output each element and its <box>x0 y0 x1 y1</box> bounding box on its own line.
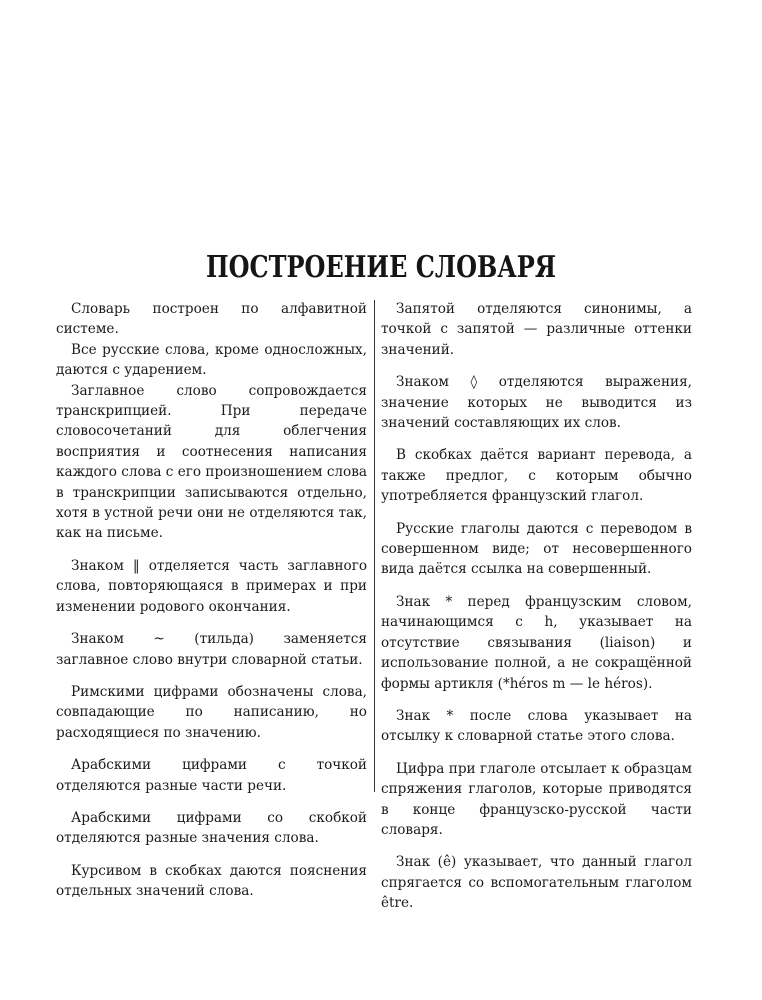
paragraph-arabic-numerals-bracket: Арабскими цифрами со скобкой отделяются разные значения слова. <box>56 809 367 847</box>
paragraph-alphabetical-system: Словарь построен по алфавитной системе. <box>56 301 367 338</box>
paragraph-italics: Курсивом в скобках даются пояснения отдельных значений слова. <box>56 862 367 900</box>
paragraph-stress: Все русские слова, кроме односложных, даются с ударением. <box>56 341 367 379</box>
paragraph-brackets: В скобках даётся вариант перевода, а также предлог, с которым обычно употребляется французский глагол. <box>381 447 692 505</box>
paragraph-aspirated-h-sign: Знак * перед французским словом, начинающимся с h, указывает на отсутствие связывания (liaison) и использование полной, а не сокращённой формы артикля (*héros m — le héros). <box>381 593 692 692</box>
paragraph-roman-numerals: Римскими цифрами обозначены слова, совпадающие по написанию, но расходящиеся по значению. <box>56 683 367 741</box>
paragraph-etre-sign: Знак (ê) указывает, что данный глагол спрягается со вспомогательным глаголом être. <box>381 854 692 912</box>
paragraph-tilde-sign: Знаком ~ (тильда) заменяется заглавное слово внутри словарной статьи. <box>56 631 367 668</box>
page-title: ПОСТРОЕНИЕ СЛОВАРЯ <box>205 250 557 285</box>
paragraph-conjugation-number: Цифра при глаголе отсылает к образцам спряжения глаголов, которые приводятся в конце французско-русской части словаря. <box>381 760 692 838</box>
left-column <box>56 299 367 902</box>
right-column <box>381 299 692 914</box>
paragraph-lozenge-sign: Знаком ◊ отделяются выражения, значение которых не выводится из значений составляющих их слов. <box>381 374 692 432</box>
paragraph-reference-sign: Знак * после слова указывает на отсылку к словарной статье этого слова. <box>381 707 692 745</box>
paragraph-russian-verbs: Русские глаголы даются с переводом в совершенном виде; от несовершенного вида даётся ссылка на совершенный. <box>381 520 692 578</box>
paragraph-synonyms: Запятой отделяются синонимы, а точкой с запятой — различные оттенки значений. <box>381 301 692 358</box>
paragraph-double-bar-sign: Знаком ‖ отделяется часть заглавного слова, повторяющаяся в примерах и при изменении родового окончания. <box>56 557 367 615</box>
column-divider <box>374 300 375 792</box>
paragraph-arabic-numerals-dot: Арабскими цифрами с точкой отделяются разные части речи. <box>56 757 367 794</box>
paragraph-transcription: Заглавное слово сопровождается транскрипцией. При передаче словосочетаний для облегчения восприятия и соотнесения написания каждого слова с его произношением слова в транскрипции записываются отдельно, хотя в устной речи они не отделяются так, как на письме. <box>56 382 368 542</box>
